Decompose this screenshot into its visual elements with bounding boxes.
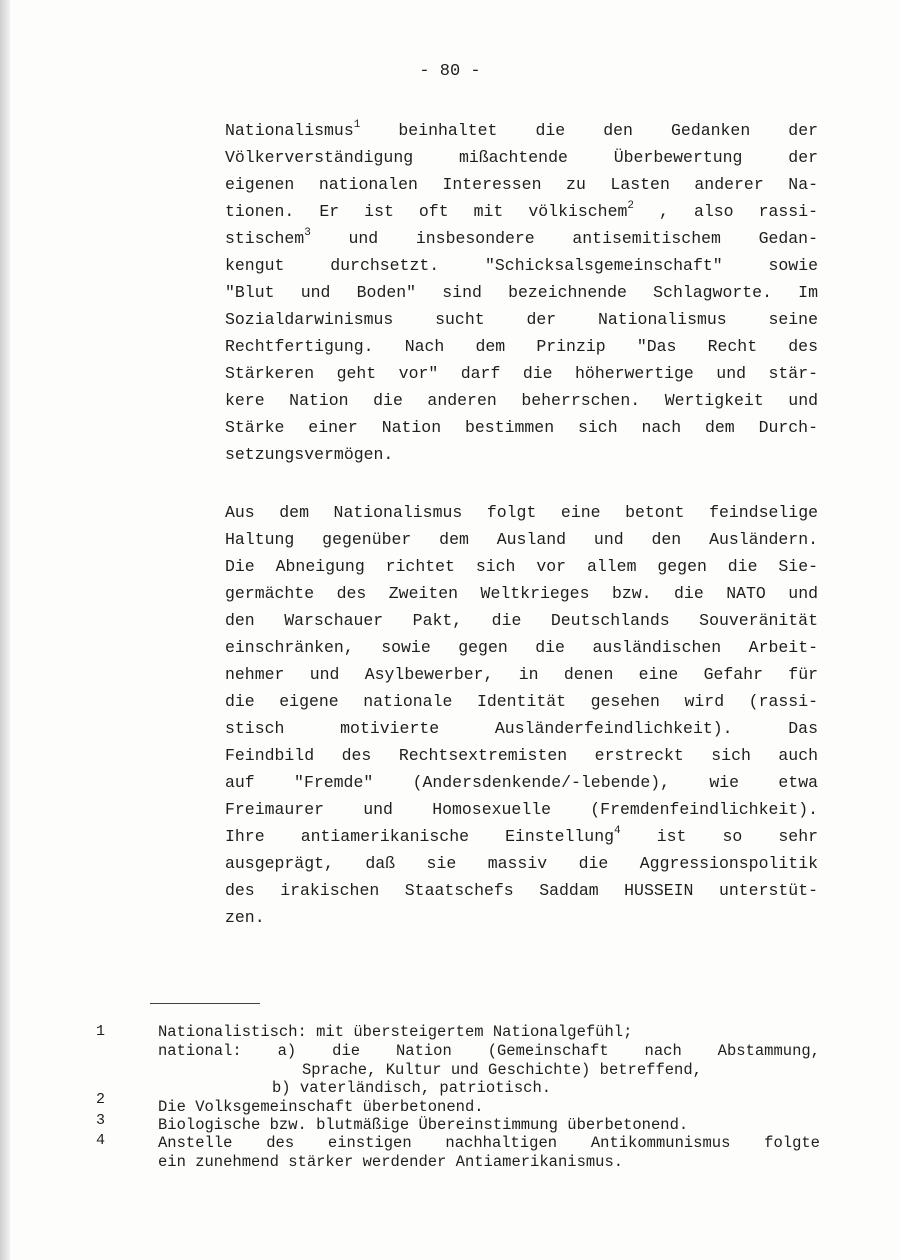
text-line: auf "Fremde" (Andersdenkende/-lebende), wie etwa <box>225 773 818 792</box>
text-line: Haltung gegenüber dem Ausland und den Ausländern. <box>225 530 818 549</box>
text-line: des irakischen Staatschefs Saddam HUSSEIN unterstüt- <box>225 881 818 900</box>
text-segment: Nationalismus <box>225 121 354 140</box>
text-line: einschränken, sowie gegen die ausländischen Arbeit- <box>225 638 818 657</box>
footnote-1-line-2: national: a) die Nation (Gemeinschaft nach Abstammung, <box>158 1042 820 1060</box>
text-line <box>225 823 818 850</box>
text-line: Völkerverständigung mißachtende Überbewertung der <box>225 148 818 167</box>
text-line: stisch motivierte Ausländerfeindlichkeit). Das <box>225 719 818 738</box>
text-line: den Warschauer Pakt, die Deutschlands Souveränität <box>225 611 818 630</box>
paragraph-xenophobia <box>225 499 818 931</box>
text-line: eigenen nationalen Interessen zu Lasten anderer Na- <box>225 175 818 194</box>
footnote-reference[interactable]: 4 <box>614 824 621 837</box>
page-number: - 80 - <box>419 62 481 81</box>
footnote-2: Die Volksgemeinschaft überbetonend. <box>158 1098 484 1116</box>
footnote-1-line-4: b) vaterländisch, patriotisch. <box>272 1079 552 1097</box>
text-segment: , also rassi- <box>634 202 818 221</box>
text-line: Stärkeren geht vor" darf die höherwertige und stär- <box>225 364 818 383</box>
footnote-1-line-3: Sprache, Kultur und Geschichte) betreffend, <box>302 1061 702 1079</box>
text-segment: und insbesondere antisemitischem Gedan- <box>310 229 818 248</box>
footnote-reference[interactable]: 3 <box>304 226 311 239</box>
footnote-4-line-2: ein zunehmend stärker werdender Antiamerikanismus. <box>158 1153 624 1171</box>
paragraph-nationalism-definition <box>225 117 818 468</box>
footnote-separator <box>150 1003 260 1004</box>
text-line: kengut durchsetzt. "Schicksalsgemeinschaft" sowie <box>225 256 818 275</box>
text-segment: Ihre antiamerikanische Einstellung <box>225 827 615 846</box>
text-line <box>225 198 818 225</box>
text-line: Stärke einer Nation bestimmen sich nach dem Durch- <box>225 418 818 437</box>
scan-edge-shadow <box>0 0 10 1260</box>
text-line: "Blut und Boden" sind bezeichnende Schlagworte. Im <box>225 283 818 302</box>
footnote-number-4: 4 <box>96 1132 106 1149</box>
footnote-4-line-1: Anstelle des einstigen nachhaltigen Antikommunismus folgte <box>158 1134 820 1152</box>
footnote-1-line-1: Nationalistisch: mit übersteigertem Nationalgefühl; <box>158 1023 633 1041</box>
text-line: Feindbild des Rechtsextremisten erstreckt sich auch <box>225 746 818 765</box>
footnote-number-1: 1 <box>96 1023 106 1040</box>
text-segment: tionen. Er ist oft mit völkischem <box>225 202 628 221</box>
text-line: die eigene nationale Identität gesehen wird (rassi- <box>225 692 818 711</box>
text-line: Sozialdarwinismus sucht der Nationalismus seine <box>225 310 818 329</box>
text-line: nehmer und Asylbewerber, in denen eine Gefahr für <box>225 665 818 684</box>
text-segment: beinhaltet die den Gedanken der <box>360 121 818 140</box>
text-line <box>225 225 818 252</box>
text-line: Die Abneigung richtet sich vor allem gegen die Sie- <box>225 557 818 576</box>
text-line: Freimaurer und Homosexuelle (Fremdenfeindlichkeit). <box>225 800 818 819</box>
text-line: Rechtfertigung. Nach dem Prinzip "Das Recht des <box>225 337 818 356</box>
text-line: zen. <box>225 908 265 927</box>
text-line: setzungsvermögen. <box>225 445 394 464</box>
text-line: Aus dem Nationalismus folgt eine betont feindselige <box>225 503 818 522</box>
footnote-reference[interactable]: 1 <box>353 118 361 131</box>
text-segment: stischem <box>225 229 305 248</box>
footnote-number-2: 2 <box>96 1091 106 1108</box>
text-line <box>225 117 818 144</box>
text-segment: ist so sehr <box>620 827 819 846</box>
text-line: ausgeprägt, daß sie massiv die Aggressionspolitik <box>225 854 818 873</box>
text-line: germächte des Zweiten Weltkrieges bzw. die NATO und <box>225 584 818 603</box>
text-line: kere Nation die anderen beherrschen. Wertigkeit und <box>225 391 818 410</box>
footnote-number-3: 3 <box>96 1112 106 1129</box>
footnote-3: Biologische bzw. blutmäßige Übereinstimmung überbetonend. <box>158 1116 689 1134</box>
footnote-reference[interactable]: 2 <box>627 199 634 212</box>
